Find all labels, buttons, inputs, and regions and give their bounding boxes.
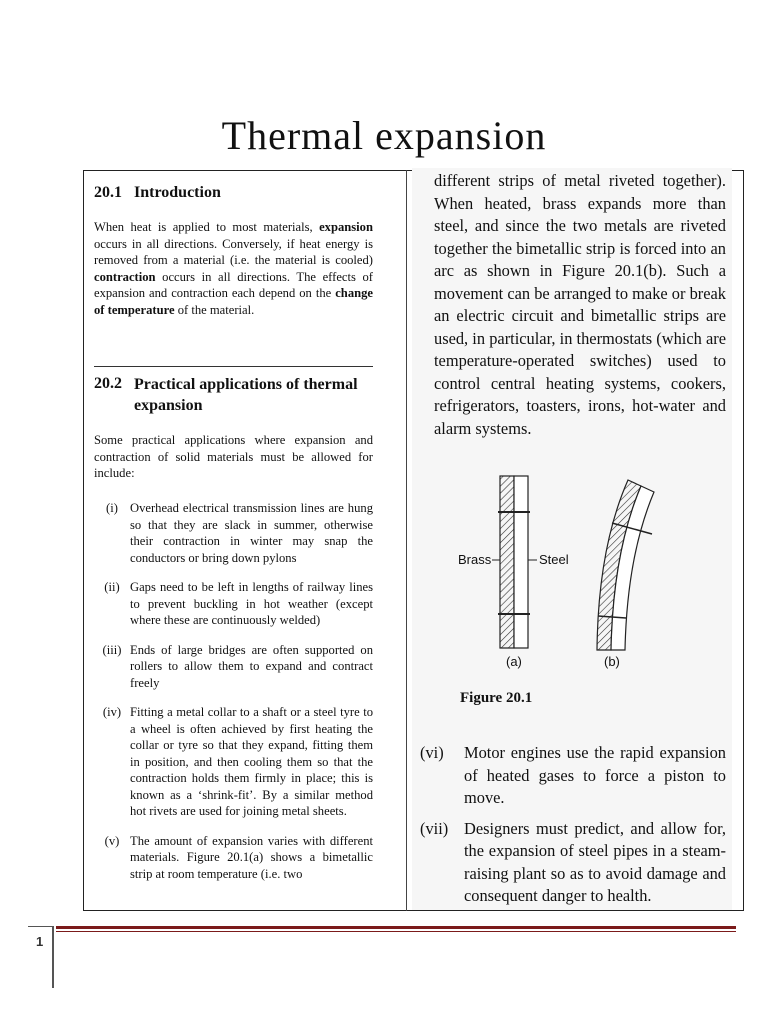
section-title: Practical applications of thermal expansion [134, 376, 358, 414]
intro-text-2: occurs in all directions. Conversely, if heat energy is removed from a material (i.e. the material is cooled) [94, 236, 373, 267]
applications-list [94, 500, 373, 882]
list-item-text: The amount of expansion varies with different materials. Figure 20.1(a) shows a bimetallic strip at room temperature (i.e. two [130, 833, 373, 881]
intro-bold-contraction: contraction [94, 269, 156, 284]
list-item-number: (i) [106, 501, 118, 515]
list-item [94, 833, 373, 883]
left-column [94, 170, 378, 911]
intro-paragraph [94, 219, 373, 318]
list-item-text: Designers must predict, and allow for, the expansion of steel pipes in a steam-raising plant so as to avoid damage and consequent danger to health. [464, 818, 726, 905]
brass-strip [500, 476, 514, 648]
list-item-number: (iii) [102, 642, 122, 657]
list-item-text: Ends of large bridges are often supported on rollers to allow them to expand and contract freely [130, 642, 373, 690]
figure-b-label: (b) [604, 654, 620, 669]
list-item [94, 642, 373, 692]
bimetallic-strip-straight [492, 476, 537, 648]
section-divider [94, 366, 373, 367]
footer-rule-short [28, 926, 54, 927]
figure-a-label: (a) [506, 654, 522, 669]
list-item-text: Motor engines use the rapid expansion of heated gases to force a piston to move. [464, 743, 726, 807]
section-heading-20-1 [94, 183, 378, 203]
list-item-number: (v) [104, 833, 120, 848]
intro-bold-change-of-temperature: change of temperature [94, 286, 373, 317]
right-column [412, 168, 732, 910]
list-item [94, 579, 373, 629]
footer-vertical-rule [52, 926, 54, 988]
footer-rule [56, 926, 736, 929]
intro-bold-expansion: expansion [319, 220, 373, 234]
list-item [94, 704, 373, 820]
list-item-number: (vii) [420, 818, 449, 838]
footer-rule-thin [56, 931, 736, 932]
list-item [94, 500, 373, 566]
steel-strip [514, 476, 528, 648]
list-item-text: Overhead electrical transmission lines are hung so that they are slack in summer, otherwise their contraction in winter may snap the conductors or bring down pylons [130, 501, 373, 565]
intro-text-1: When heat is applied to most materials, [94, 220, 320, 234]
list-item [420, 742, 726, 810]
figure-caption: Figure 20.1 [460, 690, 533, 706]
intro-text-3: occurs in all directions. The effects of expansion and contraction each depend on the [94, 269, 373, 300]
section-title: Introduction [134, 184, 221, 201]
section-number: 20.1 [94, 184, 122, 201]
brass-label: Brass [458, 552, 492, 567]
applications-intro: Some practical applications where expansion and contraction of solid materials must be allowed for include: [94, 433, 373, 480]
list-item [420, 818, 726, 908]
column-divider [406, 170, 407, 911]
page-number: 1 [36, 934, 44, 949]
list-item-number: (vi) [420, 743, 444, 762]
section-number: 20.2 [94, 375, 122, 392]
bimetallic-paragraph: different strips of metal riveted together). When heated, brass expands more than steel, and since the two metals are riveted together the bimetallic strip is forced into an arc as shown in Figure 20.1(b). Such a movement can be arranged to make or break an electric circuit and bimetallic strips are used, in particular, in thermostats (which are temperature-operated switches) used to control central heating systems, cookers, refrigerators, toasters, irons, hot-water and alarm systems. [434, 171, 726, 438]
list-item-text: Gaps need to be left in lengths of railway lines to prevent buckling in hot weather (except where these are continuously welded) [130, 580, 373, 627]
list-item-number: (iv) [102, 705, 122, 719]
figure-20-1 [412, 468, 732, 678]
list-item-text: Fitting a metal collar to a shaft or a steel tyre to a wheel is often achieved by first heating the collar or tyre so that they expand, fitting them in position, and then cooling them so that the contraction holds them firmly in place; this is known as a ‘shrink-fit’. By a similar method hot rivets are used for joining metal sheets. [130, 705, 373, 818]
page-title: Thermal expansion [221, 113, 547, 158]
steel-label: Steel [539, 552, 569, 567]
bimetallic-strip-bent [597, 480, 654, 650]
intro-text-4: of the material. [174, 302, 255, 317]
right-list [420, 742, 726, 908]
list-item-number: (ii) [104, 580, 120, 594]
